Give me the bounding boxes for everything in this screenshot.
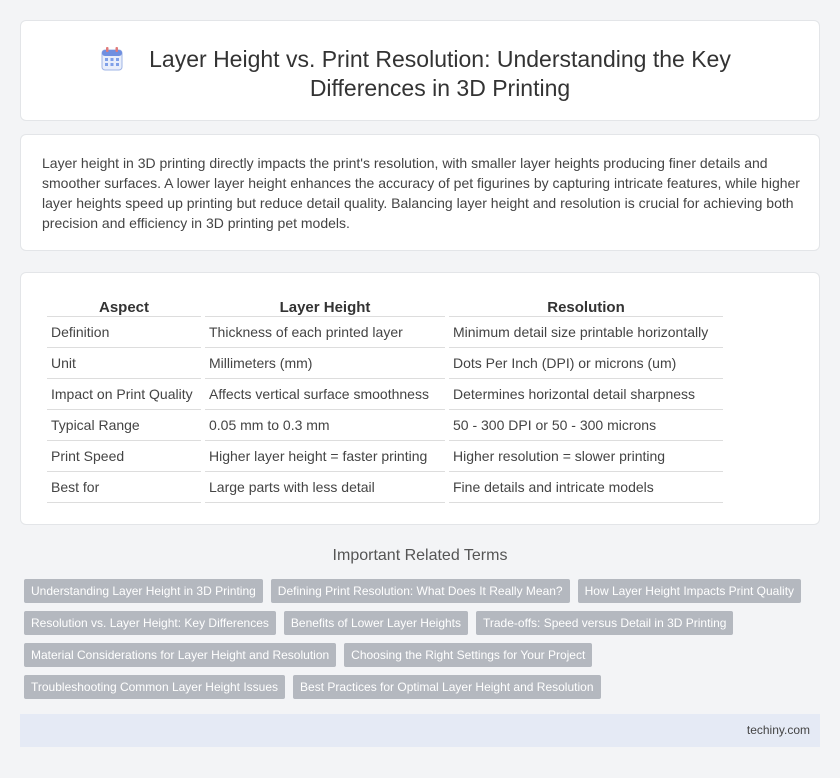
table-row	[47, 348, 723, 379]
related-term-link[interactable]: Troubleshooting Common Layer Height Issues	[24, 675, 285, 699]
table-cell: Determines horizontal detail sharpness	[449, 379, 723, 410]
table-row	[47, 379, 723, 410]
table-cell: Typical Range	[47, 410, 201, 441]
related-term-link[interactable]: Choosing the Right Settings for Your Project	[344, 643, 592, 667]
table-cell: Affects vertical surface smoothness	[205, 379, 445, 410]
table-cell: Print Speed	[47, 441, 201, 472]
table-header-row	[47, 295, 723, 317]
tag-row	[24, 579, 814, 603]
table-cell: Thickness of each printed layer	[205, 317, 445, 348]
related-term-link[interactable]: Benefits of Lower Layer Heights	[284, 611, 468, 635]
table-cell: Dots Per Inch (DPI) or microns (um)	[449, 348, 723, 379]
table-cell: 0.05 mm to 0.3 mm	[205, 410, 445, 441]
related-term-link[interactable]: Defining Print Resolution: What Does It Really Mean?	[271, 579, 570, 603]
related-term-link[interactable]: Resolution vs. Layer Height: Key Differences	[24, 611, 276, 635]
comparison-table-card	[20, 272, 820, 525]
column-header-resolution: Resolution	[449, 295, 723, 317]
footer	[20, 714, 820, 747]
table-cell: Higher resolution = slower printing	[449, 441, 723, 472]
table-cell: Fine details and intricate models	[449, 472, 723, 503]
related-term-link[interactable]: Material Considerations for Layer Height and Resolution	[24, 643, 336, 667]
footer-site-link[interactable]: techiny.com	[746, 723, 810, 737]
tag-row	[24, 675, 814, 699]
table-cell: Unit	[47, 348, 201, 379]
related-term-link[interactable]: Best Practices for Optimal Layer Height and Resolution	[293, 675, 600, 699]
table-row	[47, 317, 723, 348]
table-cell: Large parts with less detail	[205, 472, 445, 503]
table-cell: Best for	[47, 472, 201, 503]
table-cell: 50 - 300 DPI or 50 - 300 microns	[449, 410, 723, 441]
comparison-table	[43, 295, 727, 503]
related-term-link[interactable]: How Layer Height Impacts Print Quality	[578, 579, 801, 603]
page-title: Layer Height vs. Print Resolution: Understanding the Key Differences in 3D Printing	[149, 46, 731, 101]
table-cell: Higher layer height = faster printing	[205, 441, 445, 472]
table-cell: Minimum detail size printable horizontally	[449, 317, 723, 348]
table-row	[47, 410, 723, 441]
intro-paragraph: Layer height in 3D printing directly impacts the print's resolution, with smaller layer heights producing finer details and smoother surfaces. A lower layer height enhances the accuracy of pet figurines by capturing intricate features, while higher layer heights speed up printing but reduce detail quality. Balancing layer height and resolution is crucial for achieving both precision and efficiency in 3D printing pet models.	[42, 155, 800, 231]
column-header-layer-height: Layer Height	[205, 295, 445, 317]
table-row	[47, 441, 723, 472]
title-card	[20, 20, 820, 121]
column-header-aspect: Aspect	[47, 295, 201, 317]
table-cell: Millimeters (mm)	[205, 348, 445, 379]
table-cell: Impact on Print Quality	[47, 379, 201, 410]
related-terms-heading: Important Related Terms	[332, 547, 508, 564]
tag-row	[24, 611, 814, 635]
related-term-link[interactable]: Trade-offs: Speed versus Detail in 3D Printing	[476, 611, 733, 635]
table-row	[47, 472, 723, 503]
related-term-link[interactable]: Understanding Layer Height in 3D Printing	[24, 579, 263, 603]
tag-row	[24, 643, 814, 667]
intro-card	[20, 134, 820, 251]
table-cell: Definition	[47, 317, 201, 348]
related-terms-list	[24, 579, 814, 707]
